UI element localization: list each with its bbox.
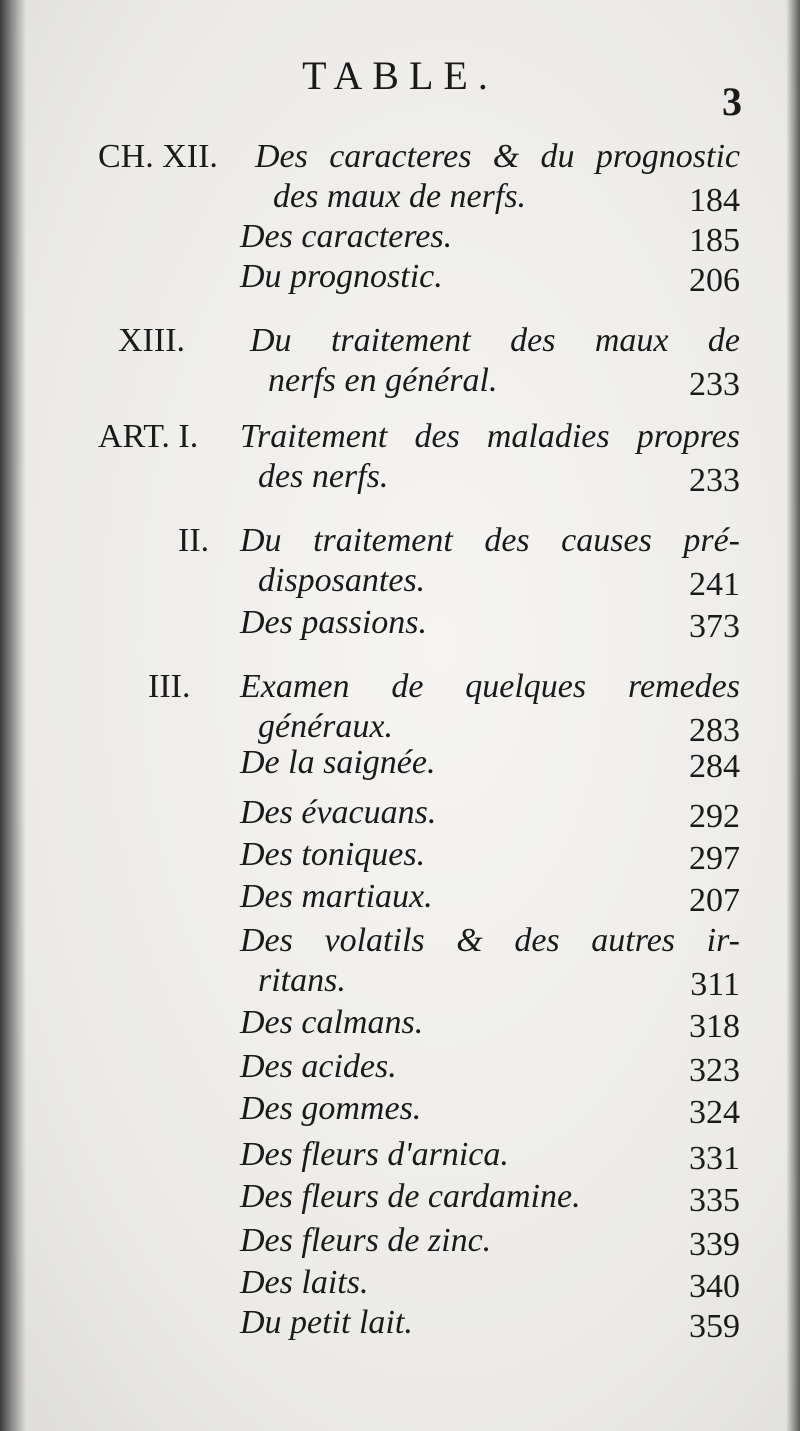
- toc-entry: [90, 1048, 740, 1089]
- toc-entry: [90, 1136, 740, 1177]
- toc-entry-title-line: Des fleurs de cardamine.: [240, 1178, 581, 1215]
- toc-entry: [90, 322, 740, 403]
- toc-entry-title-line: Des caracteres.: [240, 218, 453, 255]
- toc-entry-page-number: 206: [689, 262, 740, 299]
- toc-entry-page-number: 311: [690, 966, 740, 1003]
- toc-entry-page-number: 323: [689, 1052, 740, 1089]
- toc-entry-page-number: 297: [689, 840, 740, 877]
- toc-entry-title-line: Des fleurs d'arnica.: [240, 1136, 509, 1173]
- toc-entry-label: II.: [178, 522, 210, 559]
- page-number: 3: [722, 79, 742, 124]
- toc-entry-page-number: 241: [689, 566, 740, 603]
- toc-entry-title-line: des maux de nerfs.: [273, 178, 527, 215]
- toc-entry-title-line: Des volatils & des autres ir-: [240, 922, 740, 959]
- page-gutter-shadow: [0, 0, 26, 1431]
- toc-entry-title-line: Des toniques.: [240, 836, 426, 873]
- toc-entry: [90, 418, 740, 499]
- toc-entry-label: XIII.: [118, 322, 186, 359]
- toc-entry-page-number: 339: [689, 1226, 740, 1263]
- toc-entry-title-line: Examen de quelques remedes: [240, 668, 740, 705]
- toc-entry-page-number: 283: [689, 712, 740, 749]
- toc-entry-title-line: Des caracteres & du prognostic: [255, 138, 740, 175]
- toc-entry: [90, 668, 740, 749]
- toc-entry-page-number: 284: [689, 748, 740, 785]
- toc-entry: [90, 218, 740, 259]
- toc-entry-page-number: 324: [689, 1094, 740, 1131]
- toc-entry: [90, 1090, 740, 1131]
- toc-entry-title-line: Des passions.: [240, 604, 428, 641]
- toc-entry: [90, 1004, 740, 1045]
- toc-entry-title-line: Des évacuans.: [240, 794, 437, 831]
- toc-entry-page-number: 359: [689, 1308, 740, 1345]
- toc-entry: [90, 522, 740, 603]
- toc-entry-page-number: 318: [689, 1008, 740, 1045]
- toc-entry-page-number: 292: [689, 798, 740, 835]
- toc-entry: [90, 1264, 740, 1305]
- toc-entry-page-number: 335: [689, 1182, 740, 1219]
- toc-entry-title-line: Des calmans.: [240, 1004, 424, 1041]
- toc-entry: [90, 1304, 740, 1345]
- toc-entry-page-number: 233: [689, 462, 740, 499]
- toc-entry-title-line: Du prognostic.: [240, 258, 443, 295]
- toc-entry: [90, 1222, 740, 1263]
- toc-entry-title-line: Des fleurs de zinc.: [240, 1222, 492, 1259]
- toc-entry-page-number: 373: [689, 608, 740, 645]
- toc-entry-title-line: Traitement des maladies propres: [240, 418, 740, 455]
- toc-entry-page-number: 233: [689, 366, 740, 403]
- toc-entry: [90, 1178, 740, 1219]
- toc-entry: [90, 794, 740, 835]
- toc-entry-title-line: nerfs en général.: [268, 362, 498, 399]
- toc-entry: [90, 922, 740, 1003]
- toc-entry-title-line: Du traitement des causes pré-: [240, 522, 740, 559]
- toc-entry: [90, 604, 740, 645]
- toc-entry: [90, 878, 740, 919]
- toc-entry: [90, 836, 740, 877]
- toc-entry-page-number: 340: [689, 1268, 740, 1305]
- toc-entry: [90, 744, 740, 785]
- toc-entry-title-line: De la saignée.: [240, 744, 436, 781]
- toc-entry-title-line: des nerfs.: [258, 458, 389, 495]
- toc-entry-label: ART. I.: [98, 418, 199, 455]
- toc-entry-title-line: disposantes.: [258, 562, 426, 599]
- toc-entry: [90, 258, 740, 299]
- toc-entry-label: III.: [148, 668, 191, 705]
- toc-entry-title-line: Du petit lait.: [240, 1304, 413, 1341]
- toc-entry-title-line: généraux.: [258, 708, 394, 745]
- toc-entry-page-number: 331: [689, 1140, 740, 1177]
- toc-entry-page-number: 185: [689, 222, 740, 259]
- page-title: TABLE.: [302, 53, 498, 98]
- toc-entry-page-number: 184: [689, 182, 740, 219]
- toc-entry-label: CH. XII.: [98, 138, 218, 175]
- toc-entry-title-line: Des laits.: [240, 1264, 369, 1301]
- toc-entry-title-line: Des acides.: [240, 1048, 397, 1085]
- toc-entry-title-line: Des martiaux.: [240, 878, 433, 915]
- toc-entry-page-number: 207: [689, 882, 740, 919]
- toc-entry: [90, 138, 740, 219]
- toc-entry-title-line: Des gommes.: [240, 1090, 422, 1127]
- page-edge-shadow: [786, 0, 800, 1431]
- toc-entry-title-line: Du traitement des maux de: [250, 322, 740, 359]
- toc-entry-title-line: ritans.: [258, 962, 346, 999]
